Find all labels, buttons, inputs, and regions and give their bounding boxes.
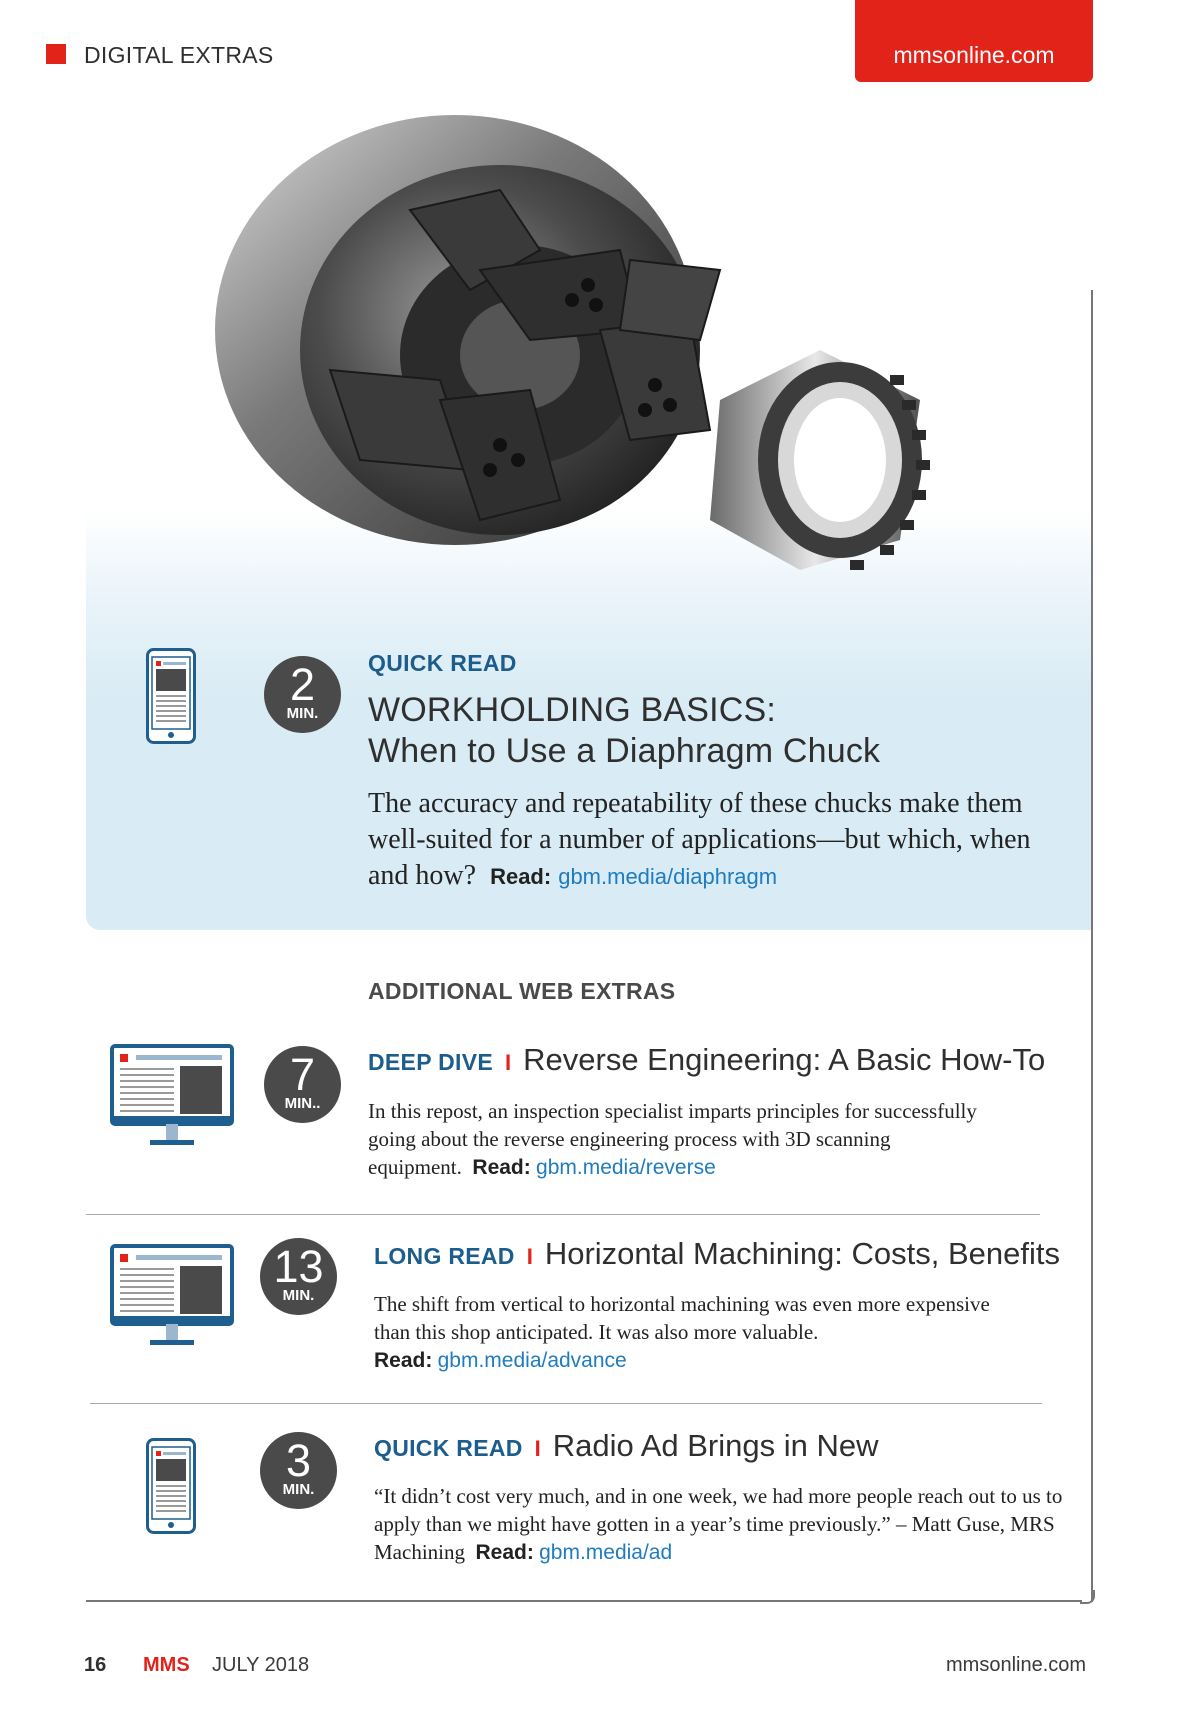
extra-read-label: Read: <box>475 1541 534 1564</box>
extras-heading: ADDITIONAL WEB EXTRAS <box>368 978 676 1004</box>
hero-title-line1: WORKHOLDING BASICS: <box>368 691 777 729</box>
mobile-phone-icon <box>146 648 196 744</box>
extra-title: Reverse Engineering: A Basic How-To <box>523 1042 1046 1077</box>
hero-title <box>368 690 880 772</box>
issue-date: JULY 2018 <box>212 1654 310 1676</box>
extra-kicker: LONG READ <box>374 1243 515 1269</box>
read-time-unit: MIN. <box>282 1287 315 1304</box>
hero-read-label: Read: <box>490 864 552 889</box>
extra-kicker: QUICK READ <box>374 1435 523 1461</box>
hero-read-link[interactable]: gbm.media/diaphragm <box>558 864 778 889</box>
desktop-monitor-icon <box>110 1044 234 1150</box>
page-number: 16 <box>84 1654 107 1676</box>
extra-body <box>374 1482 1074 1567</box>
mobile-phone-icon <box>146 1438 196 1534</box>
frame-line-right <box>1091 290 1093 1602</box>
desktop-monitor-icon <box>110 1244 234 1350</box>
extra-read-label: Read: <box>374 1349 433 1372</box>
extra-body-text: In this repost, an inspection specialist imparts principles for successfully going about the reverse engineering process with 3D scanning equipment. <box>368 1099 977 1179</box>
read-time-unit: MIN. <box>286 705 319 722</box>
extra-read-link[interactable]: gbm.media/advance <box>437 1349 627 1372</box>
hero-title-line2: When to Use a Diaphragm Chuck <box>368 732 881 770</box>
read-time-minutes: 7 <box>289 1049 316 1100</box>
extra-headline <box>368 1042 1045 1078</box>
divider <box>90 1403 1042 1404</box>
read-time-badge <box>264 656 341 733</box>
extra-read-label: Read: <box>472 1156 531 1179</box>
extra-body <box>368 1097 988 1182</box>
diaphragm-chuck-with-gear-image <box>200 100 960 640</box>
footer-url[interactable]: mmsonline.com <box>946 1654 1087 1676</box>
read-time-badge <box>260 1432 337 1509</box>
site-url-link[interactable]: mmsonline.com <box>893 42 1055 68</box>
hero-body <box>368 786 1048 895</box>
read-time-unit: MIN. <box>282 1481 315 1498</box>
read-time-badge <box>260 1238 337 1315</box>
hero-kicker: QUICK READ <box>368 650 517 676</box>
extra-separator: I <box>534 1436 541 1461</box>
extra-kicker: DEEP DIVE <box>368 1049 493 1075</box>
extra-headline <box>374 1428 878 1464</box>
extra-body-text: The shift from vertical to horizontal machining was even more expensive than this shop anticipated. It was also more valuable. <box>374 1292 990 1344</box>
magazine-brand: MMS <box>143 1654 190 1676</box>
extra-separator: I <box>505 1050 512 1075</box>
read-time-unit: MIN.. <box>284 1095 321 1112</box>
section-marker <box>46 44 66 64</box>
section-title: DIGITAL EXTRAS <box>84 42 274 68</box>
read-time-minutes: 13 <box>273 1241 324 1292</box>
hero-body-text: The accuracy and repeatability of these chucks make them well-suited for a number of applications—but which, when and how? <box>368 788 1031 891</box>
divider <box>86 1214 1040 1215</box>
read-time-badge <box>264 1046 341 1123</box>
extra-body-text: “It didn’t cost very much, and in one week, we had more people reach out to us to apply than we might have gotten in a year’s time previously.” – Matt Guse, MRS Machining <box>374 1484 1063 1564</box>
read-time-minutes: 3 <box>285 1435 312 1486</box>
site-url-tab <box>855 0 1093 82</box>
extra-title: Radio Ad Brings in New <box>552 1428 879 1463</box>
extra-title: Horizontal Machining: Costs, Benefits <box>544 1236 1061 1271</box>
extra-headline <box>374 1236 1060 1272</box>
extra-body <box>374 1290 994 1375</box>
read-time-minutes: 2 <box>289 659 316 710</box>
extra-read-link[interactable]: gbm.media/reverse <box>536 1156 716 1179</box>
extra-read-link[interactable]: gbm.media/ad <box>539 1541 673 1564</box>
extra-separator: I <box>526 1244 533 1269</box>
frame-line-bottom <box>86 1600 1082 1602</box>
